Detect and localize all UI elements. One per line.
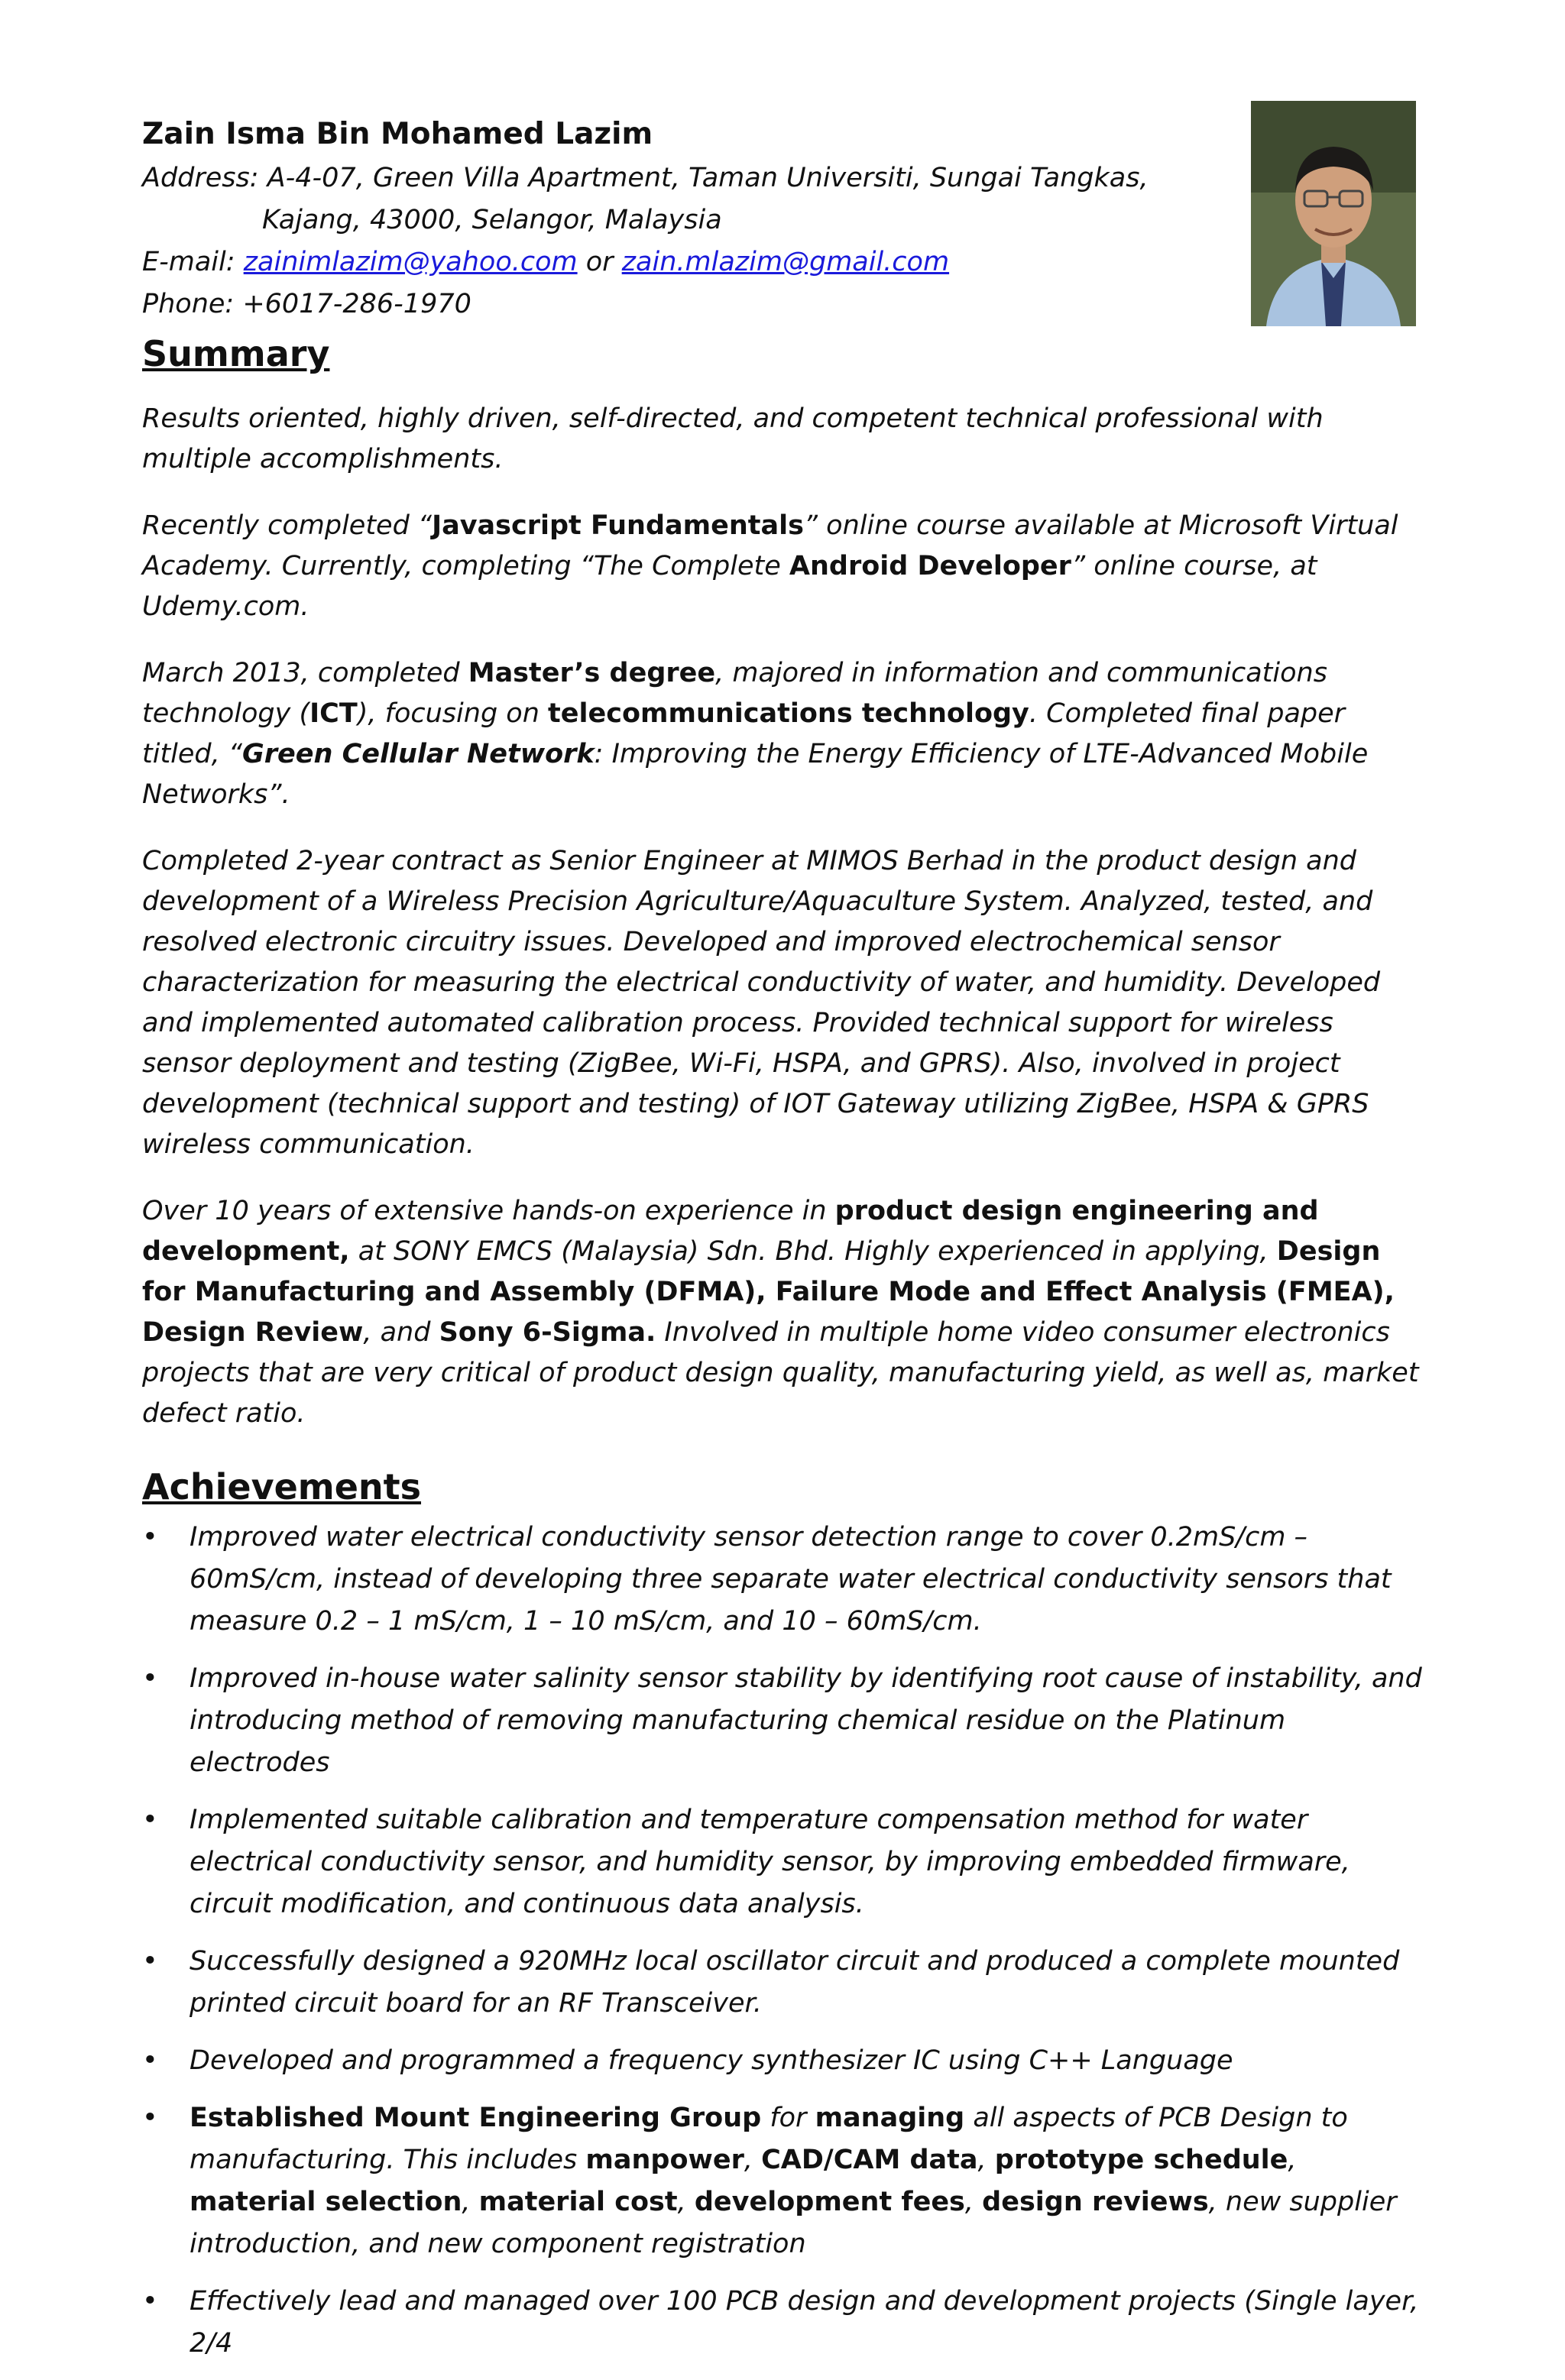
course-javascript: Javascript Fundamentals xyxy=(432,510,804,541)
summary-paragraph-4: Completed 2-year contract as Senior Engineer at MIMOS Berhad in the product design and development of a Wireless Precision Agriculture/Aquaculture System. Analyzed, tested, and resolved electronic circuitry issues. Developed and improved electrochemical sensor characterization for measuring the electrical conductivity of water, and humidity. Developed and implemented automated calibration process. Provided technical support for wireless sensor deployment and testing (ZigBee, Wi-Fi, HSPA, and GPRS). Also, involved in project development (technical support and testing) of IOT Gateway utilizing ZigBee, HSPA & GPRS wireless communication. xyxy=(142,846,1381,1160)
address-line-2: Kajang, 43000, Selangor, Malaysia xyxy=(262,205,722,235)
text-run: , xyxy=(677,2187,695,2217)
list-item xyxy=(142,2040,1422,2082)
candidate-name: Zain Isma Bin Mohamed Lazim xyxy=(142,117,653,151)
text-run: Established Mount Engineering Group xyxy=(190,2103,762,2133)
text-run: , xyxy=(462,2187,479,2217)
achievement-text: Successfully designed a 920MHz local oscillator circuit and produced a complete mounted printed circuit board for an RF Transceiver. xyxy=(190,1946,1400,2019)
achievement-text: Developed and programmed a frequency synthesizer IC using C++ Language xyxy=(190,2045,1233,2076)
summary-paragraph-1: Results oriented, highly driven, self-directed, and competent technical professional with multiple accomplishments. xyxy=(142,403,1324,474)
email-link-gmail[interactable]: zain.mlazim@gmail.com xyxy=(621,247,950,277)
text-run: CAD/CAM data xyxy=(761,2145,978,2175)
text-run: manpower xyxy=(585,2145,744,2175)
experience-label: product design engineering and development, xyxy=(142,1196,1319,1267)
achievements-list xyxy=(142,1517,1422,2365)
text-run: material cost xyxy=(478,2187,678,2217)
text-run: for xyxy=(761,2103,815,2133)
text-run: managing xyxy=(815,2103,965,2133)
bullet-icon: • xyxy=(142,2286,158,2317)
text-run: prototype schedule xyxy=(994,2145,1288,2175)
email-line xyxy=(142,241,1197,283)
text-run: ” online course, at Udemy.com. xyxy=(142,551,1317,622)
text-run: , xyxy=(744,2145,762,2175)
text-run: ), focusing on xyxy=(357,698,549,729)
email-link-yahoo[interactable]: zainimlazim@yahoo.com xyxy=(243,247,578,277)
achievement-text: Effectively lead and managed over 100 PCB design and development projects (Single layer, 2/4 xyxy=(190,2286,1419,2359)
list-item xyxy=(142,1941,1422,2025)
summary-paragraph-2 xyxy=(142,506,1422,627)
methods-label: Design for Manufacturing and Assembly (DFMA), Failure Mode and Effect Analysis (FMEA), Design Review xyxy=(142,1236,1395,1348)
text-run: ” online course available at Microsoft Virtual Academy. Currently, completing “The Complete xyxy=(142,510,1398,581)
summary-paragraph-3 xyxy=(142,653,1422,815)
list-item xyxy=(142,2097,1422,2265)
achievement-text: Improved in-house water salinity sensor stability by identifying root cause of instability, and introducing method of removing manufacturing chemical residue on the Platinum electrodes xyxy=(190,1663,1422,1778)
bullet-icon: • xyxy=(142,1663,158,1694)
bullet-icon: • xyxy=(142,1805,158,1835)
list-item xyxy=(142,1517,1422,1643)
text-run: material selection xyxy=(190,2187,462,2217)
paper-title: Green Cellular Network xyxy=(242,739,595,769)
contact-header xyxy=(142,112,1197,325)
degree-label: Master’s degree xyxy=(468,658,716,688)
text-run: , xyxy=(1288,2145,1297,2175)
bullet-icon: • xyxy=(142,1946,158,1977)
resume-body xyxy=(142,327,1422,2380)
focus-label: telecommunications technology xyxy=(548,698,1029,729)
achievements-heading: Achievements xyxy=(142,1466,422,1507)
text-run: , majored in information and communications technology ( xyxy=(142,658,1327,729)
bullet-icon: • xyxy=(142,2045,158,2076)
text-run: , and xyxy=(363,1317,439,1348)
text-run: , xyxy=(977,2145,995,2175)
address-line-1: Address: A-4-07, Green Villa Apartment, Taman Universiti, Sungai Tangkas, xyxy=(142,163,1149,193)
text-run: Recently completed “ xyxy=(142,510,433,541)
achievement-text: Implemented suitable calibration and temperature compensation method for water electrical conductivity sensor, and humidity sensor, by improving embedded firmware, circuit modification, and continuous data analysis. xyxy=(190,1805,1350,1919)
text-run: at SONY EMCS (Malaysia) Sdn. Bhd. Highly experienced in applying, xyxy=(349,1236,1277,1267)
text-run: all aspects of PCB Design to manufacturing. This includes xyxy=(190,2103,1348,2175)
profile-photo xyxy=(1251,101,1416,326)
list-item xyxy=(142,1799,1422,1925)
text-run: , new supplier introduction, and new component registration xyxy=(190,2187,1397,2259)
bullet-icon: • xyxy=(142,2103,158,2133)
achievement-text: Improved water electrical conductivity sensor detection range to cover 0.2mS/cm – 60mS/cm, instead of developing three separate water electrical conductivity sensors that measure 0.2 – 1 mS/cm, 1 – 10 mS/cm, and 10 – 60mS/cm. xyxy=(190,1522,1392,1637)
summary-paragraph-5 xyxy=(142,1191,1422,1434)
list-item xyxy=(142,2281,1422,2365)
text-run: . Completed final paper titled, “ xyxy=(142,698,1346,769)
text-run: design reviews xyxy=(982,2187,1209,2217)
text-run: , xyxy=(964,2187,983,2217)
ict-label: ICT xyxy=(309,698,358,729)
profile-photo-illustration xyxy=(1251,101,1416,326)
course-android: Android Developer xyxy=(789,551,1071,581)
text-run: Over 10 years of extensive hands-on experience in xyxy=(142,1196,835,1226)
summary-heading: Summary xyxy=(142,333,330,374)
text-run: Involved in multiple home video consumer electronics projects that are very critical of product design quality, manufacturing yield, as well as, market defect ratio. xyxy=(142,1317,1419,1429)
text-run: development fees xyxy=(694,2187,965,2217)
list-item xyxy=(142,1658,1422,1784)
bullet-icon: • xyxy=(142,1522,158,1553)
phone-line: Phone: +6017-286-1970 xyxy=(142,289,471,319)
email-separator: or xyxy=(577,247,622,277)
text-run: March 2013, completed xyxy=(142,658,468,688)
email-label: E-mail: xyxy=(142,247,244,277)
text-run: : Improving the Energy Efficiency of LTE-Advanced Mobile Networks”. xyxy=(142,739,1369,810)
six-sigma-label: Sony 6-Sigma. xyxy=(439,1317,656,1348)
